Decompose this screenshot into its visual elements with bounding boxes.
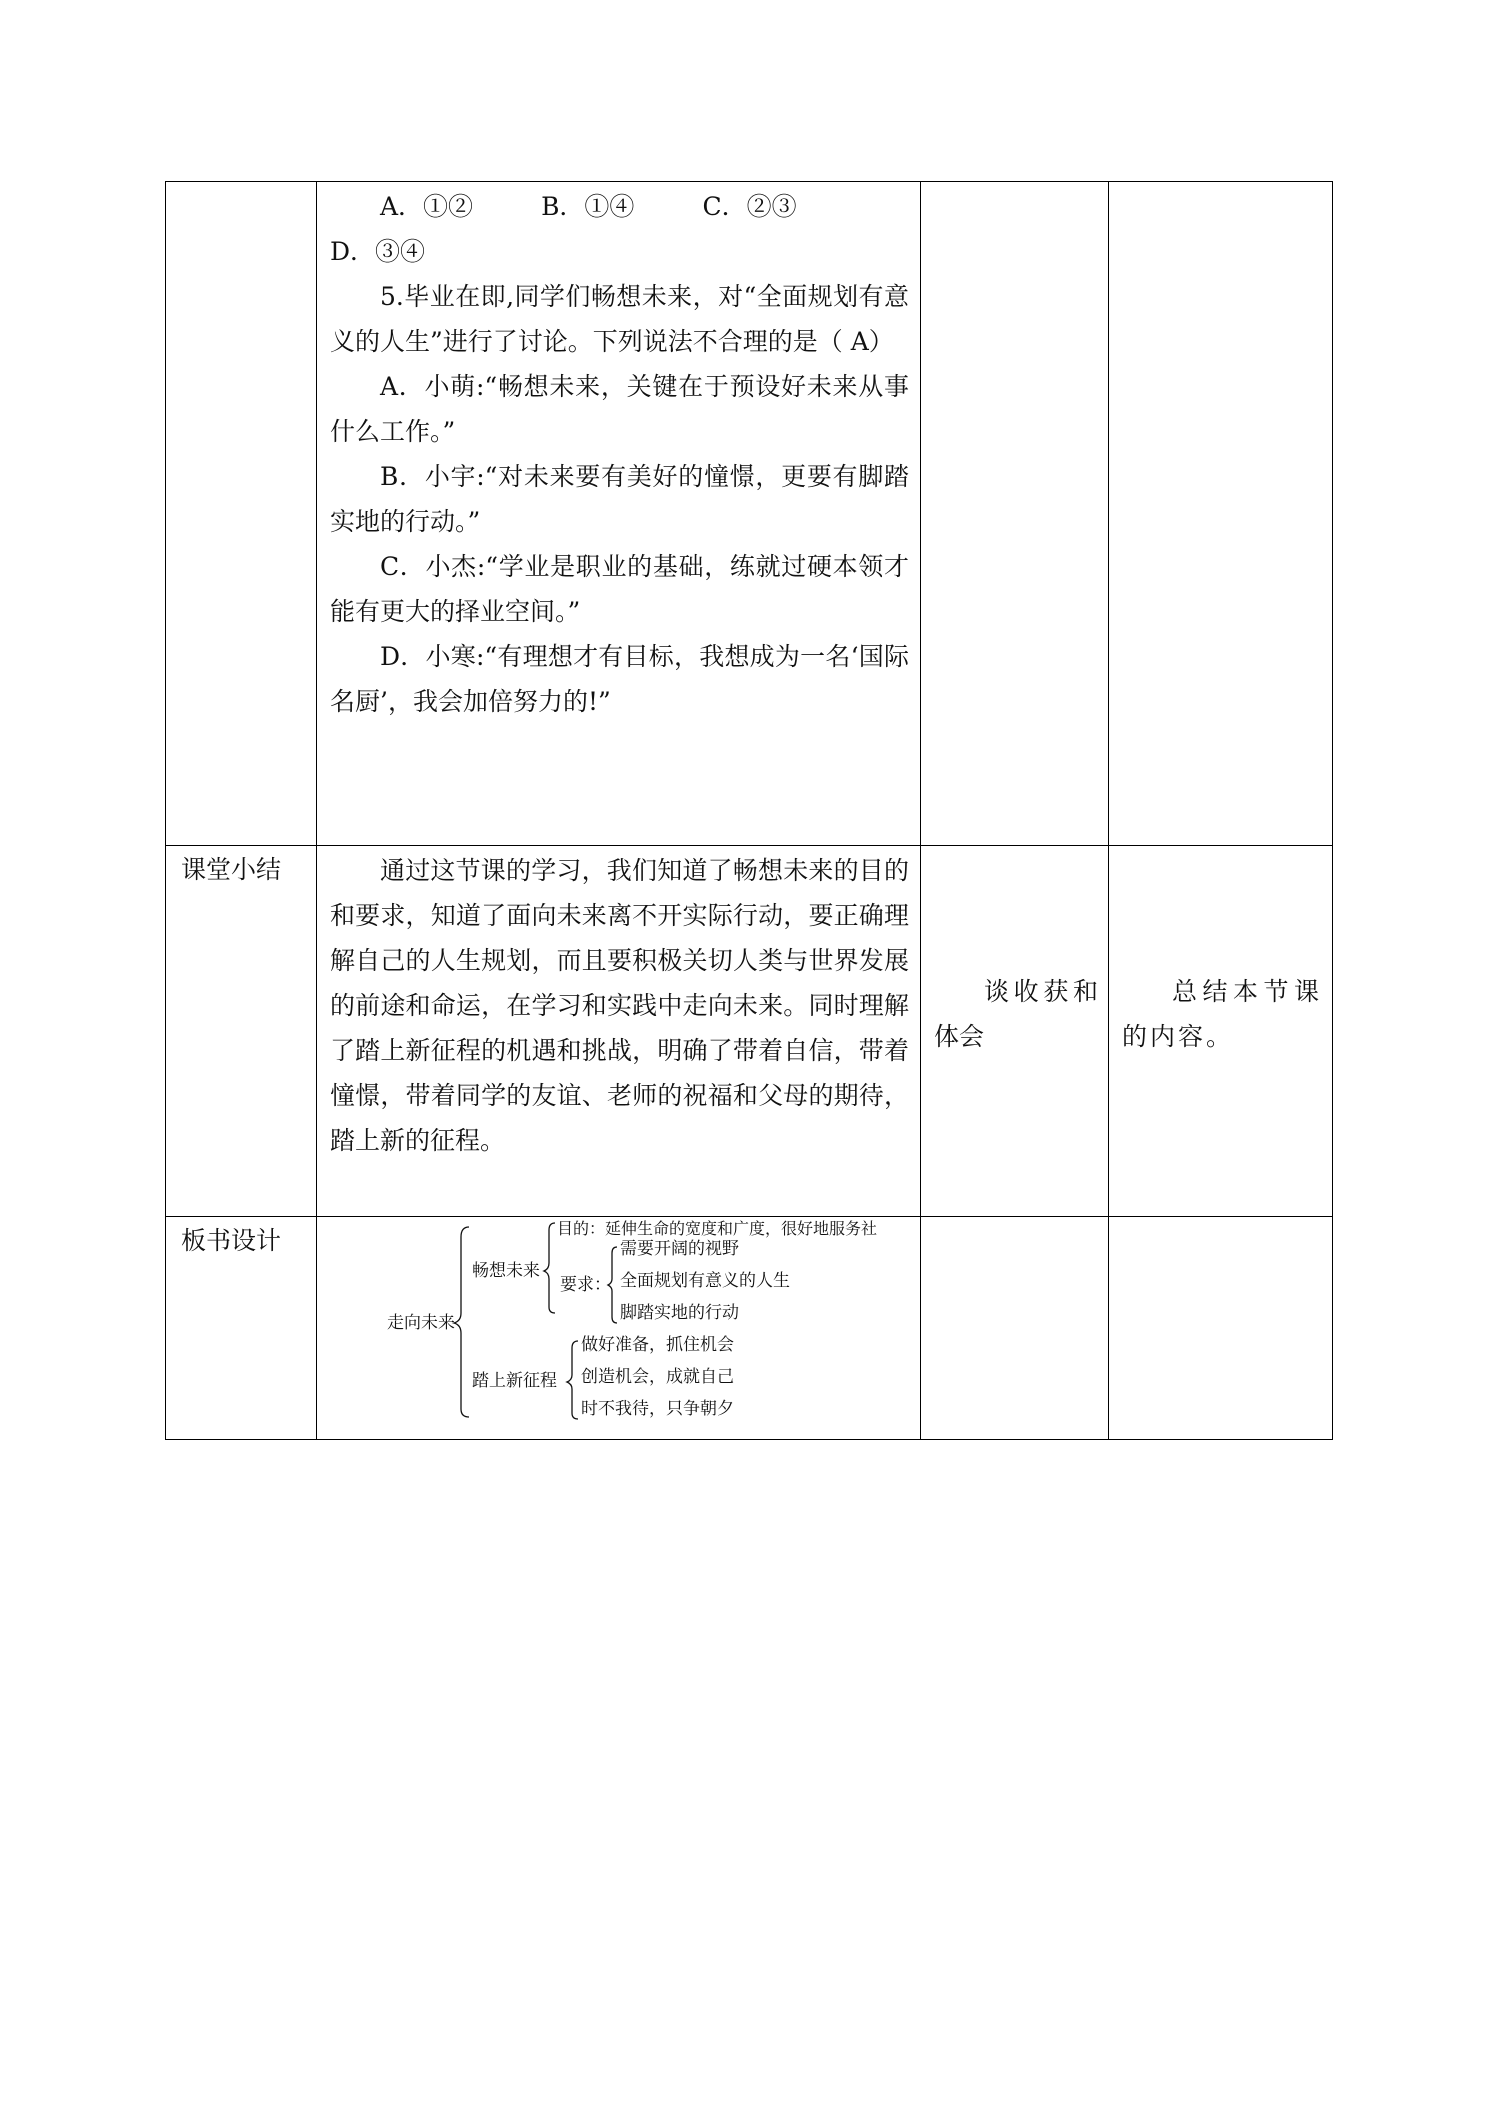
diagram-requirement-label: 要求： <box>560 1275 611 1295</box>
choice-c: C．小杰:“学业是职业的基础，练就过硬本领才能有更大的择业空间。” <box>330 552 909 626</box>
choice-a: A．小萌:“畅想未来，关键在于预设好未来从事什么工作。” <box>330 372 909 446</box>
summary-intent-cell <box>1109 846 1333 1217</box>
diagram-root: 走向未来 <box>387 1313 455 1333</box>
previous-options <box>317 182 920 274</box>
student-activity: 谈收获和体会 <box>934 977 1098 1051</box>
diagram-goal: 目的：延伸生命的宽度和广度，很好地服务社 <box>557 1219 878 1238</box>
diagram-branch2-item-2: 创造机会，成就自己 <box>581 1367 734 1387</box>
diagram-branch2-item-1: 做好准备，抓住机会 <box>581 1335 734 1355</box>
exercise-row <box>166 182 1333 846</box>
choice-d: D．小寒:“有理想才有目标，我想成为一名‘国际名厨’，我会加倍努力的!” <box>330 642 909 716</box>
exercise-activity-cell <box>921 182 1109 846</box>
summary-label-cell <box>166 846 317 1217</box>
board-row <box>166 1217 1333 1440</box>
board-label: 板书设计 <box>181 1226 282 1255</box>
diagram-requirement-2: 全面规划有意义的人生 <box>620 1271 790 1291</box>
diagram-branch1: 畅想未来 <box>472 1261 540 1281</box>
exercise-content-cell <box>317 182 921 846</box>
board-diagram <box>317 1217 920 1435</box>
exercise-intent-cell <box>1109 182 1333 846</box>
exercise-label-cell <box>166 182 317 846</box>
board-label-cell <box>166 1217 317 1440</box>
lesson-plan-table <box>165 181 1333 1440</box>
summary-label: 课堂小结 <box>181 855 282 884</box>
summary-content-cell <box>317 846 921 1217</box>
diagram-branch2-item-3: 时不我待，只争朝夕 <box>581 1399 734 1419</box>
option-a: A．①② <box>380 192 474 221</box>
option-d: D．③④ <box>330 237 426 266</box>
question-stem: 5.毕业在即,同学们畅想未来，对“全面规划有意义的人生”进行了讨论。下列说法不合理的是（ A） <box>330 282 909 356</box>
diagram-requirement-3: 脚踏实地的行动 <box>620 1303 739 1323</box>
summary-content: 通过这节课的学习，我们知道了畅想未来的目的和要求，知道了面向未来离不开实际行动，要正确理解自己的人生规划，而且要积极关切人类与世界发展的前途和命运，在学习和实践中走向未来。同时理解了踏上新征程的机遇和挑战，明确了带着自信，带着憧憬，带着同学的友谊、老师的祝福和父母的期待，踏上新的征程。 <box>330 856 909 1155</box>
board-diagram-cell <box>317 1217 921 1440</box>
summary-row <box>166 846 1333 1217</box>
summary-activity-cell <box>921 846 1109 1217</box>
choice-b: B．小宇:“对未来要有美好的憧憬，更要有脚踏实地的行动。” <box>330 462 909 536</box>
board-activity-cell <box>921 1217 1109 1440</box>
design-intent: 总结本节课的内容。 <box>1122 977 1322 1051</box>
board-intent-cell <box>1109 1217 1333 1440</box>
diagram-branch2: 踏上新征程 <box>472 1371 557 1391</box>
diagram-requirement-1: 需要开阔的视野 <box>620 1239 739 1259</box>
option-c: C．②③ <box>702 192 797 221</box>
option-b: B．①④ <box>541 192 635 221</box>
